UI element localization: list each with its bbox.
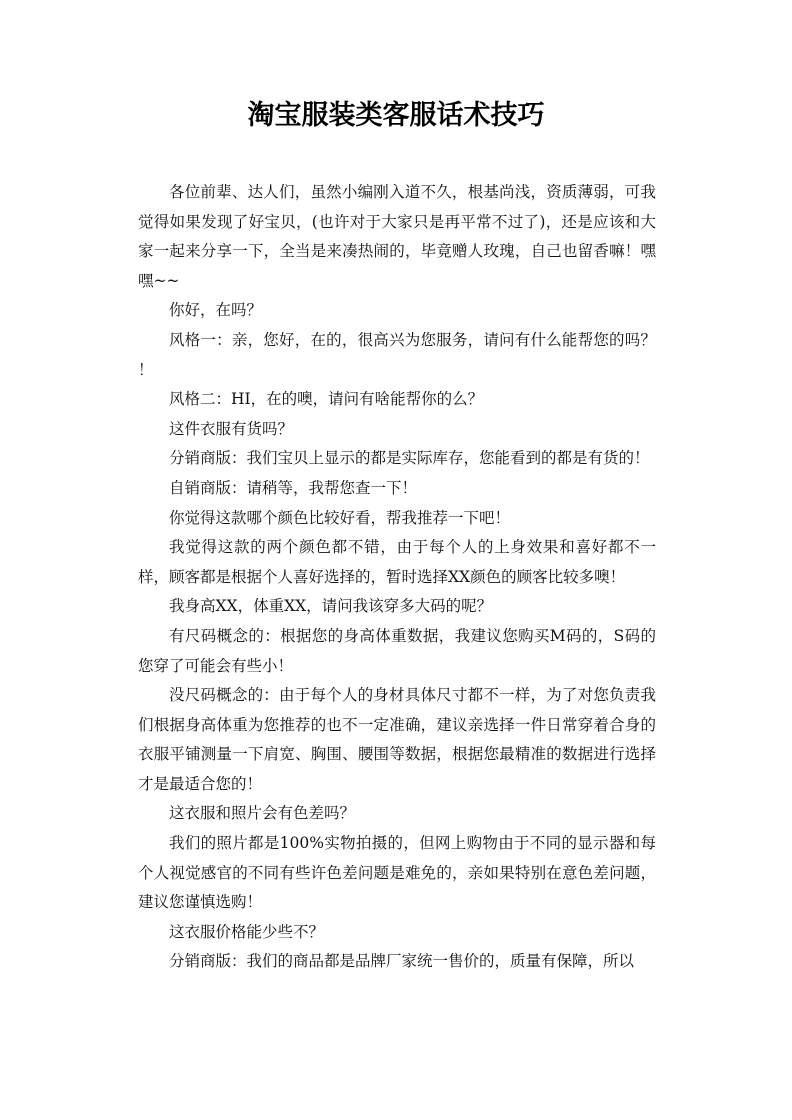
answer-distributor-stock: 分销商版：我们宝贝上显示的都是实际库存，您能看到的都是有货的！	[169, 449, 650, 468]
question-color-recommendation: 你觉得这款哪个颜色比较好看，帮我推荐一下吧！	[169, 508, 511, 527]
question-size: 我身高XX，体重XX，请问我该穿多大码的呢？	[169, 597, 493, 616]
answer-color-difference: 我们的照片都是100%实物拍摄的，但网上购物由于不同的显示器和每个人视觉感官的不同有些许色差问题是难免的，亲如果特别在意色差问题，建议您谨慎选购！	[138, 834, 656, 912]
document-body	[138, 178, 656, 977]
document-title: 淘宝服装类客服话术技巧	[247, 100, 545, 131]
answer-style-one: 风格一：亲，您好，在的，很高兴为您服务，请问有什么能帮您的吗？ ！	[138, 330, 656, 379]
question-color-difference: 这衣服和照片会有色差吗？	[169, 804, 356, 823]
answer-size-with-concept: 有尺码概念的：根据您的身高体重数据，我建议您购买M码的，S码的您穿了可能会有些小！	[138, 626, 656, 675]
answer-color-recommendation: 我觉得这款的两个颜色都不错，由于每个人的上身效果和喜好都不一样，顾客都是根据个人喜好选择的，暂时选择XX颜色的顾客比较多噢！	[138, 538, 656, 586]
question-in-stock: 这件衣服有货吗？	[169, 419, 294, 438]
answer-size-without-concept: 没尺码概念的：由于每个人的身材具体尺寸都不一样，为了对您负责我们根据身高体重为您推荐的也不一定准确，建议亲选择一件日常穿着合身的衣服平铺测量一下肩宽、胸围、腰围等数据，根据您最精准的数据进行选择才是最适合您的！	[138, 686, 656, 793]
answer-self-seller-stock: 自销商版：请稍等，我帮您查一下！	[169, 478, 418, 497]
intro-paragraph: 各位前辈、达人们，虽然小编刚入道不久，根基尚浅，资质薄弱，可我觉得如果发现了好宝贝，(也许对于大家只是再平常不过了)，还是应该和大家一起来分享一下，全当是来凑热闹的，毕竟赠人玫瑰，自己也留香嘛！嘿嘿~~	[138, 183, 656, 290]
answer-style-two: 风格二：HI，在的噢，请问有啥能帮你的么？	[169, 390, 484, 409]
question-price-discount: 这衣服价格能少些不？	[169, 922, 325, 941]
answer-price-distributor: 分销商版：我们的商品都是品牌厂家统一售价的，质量有保障，所以	[169, 952, 635, 971]
question-greeting: 你好，在吗？	[169, 301, 263, 320]
